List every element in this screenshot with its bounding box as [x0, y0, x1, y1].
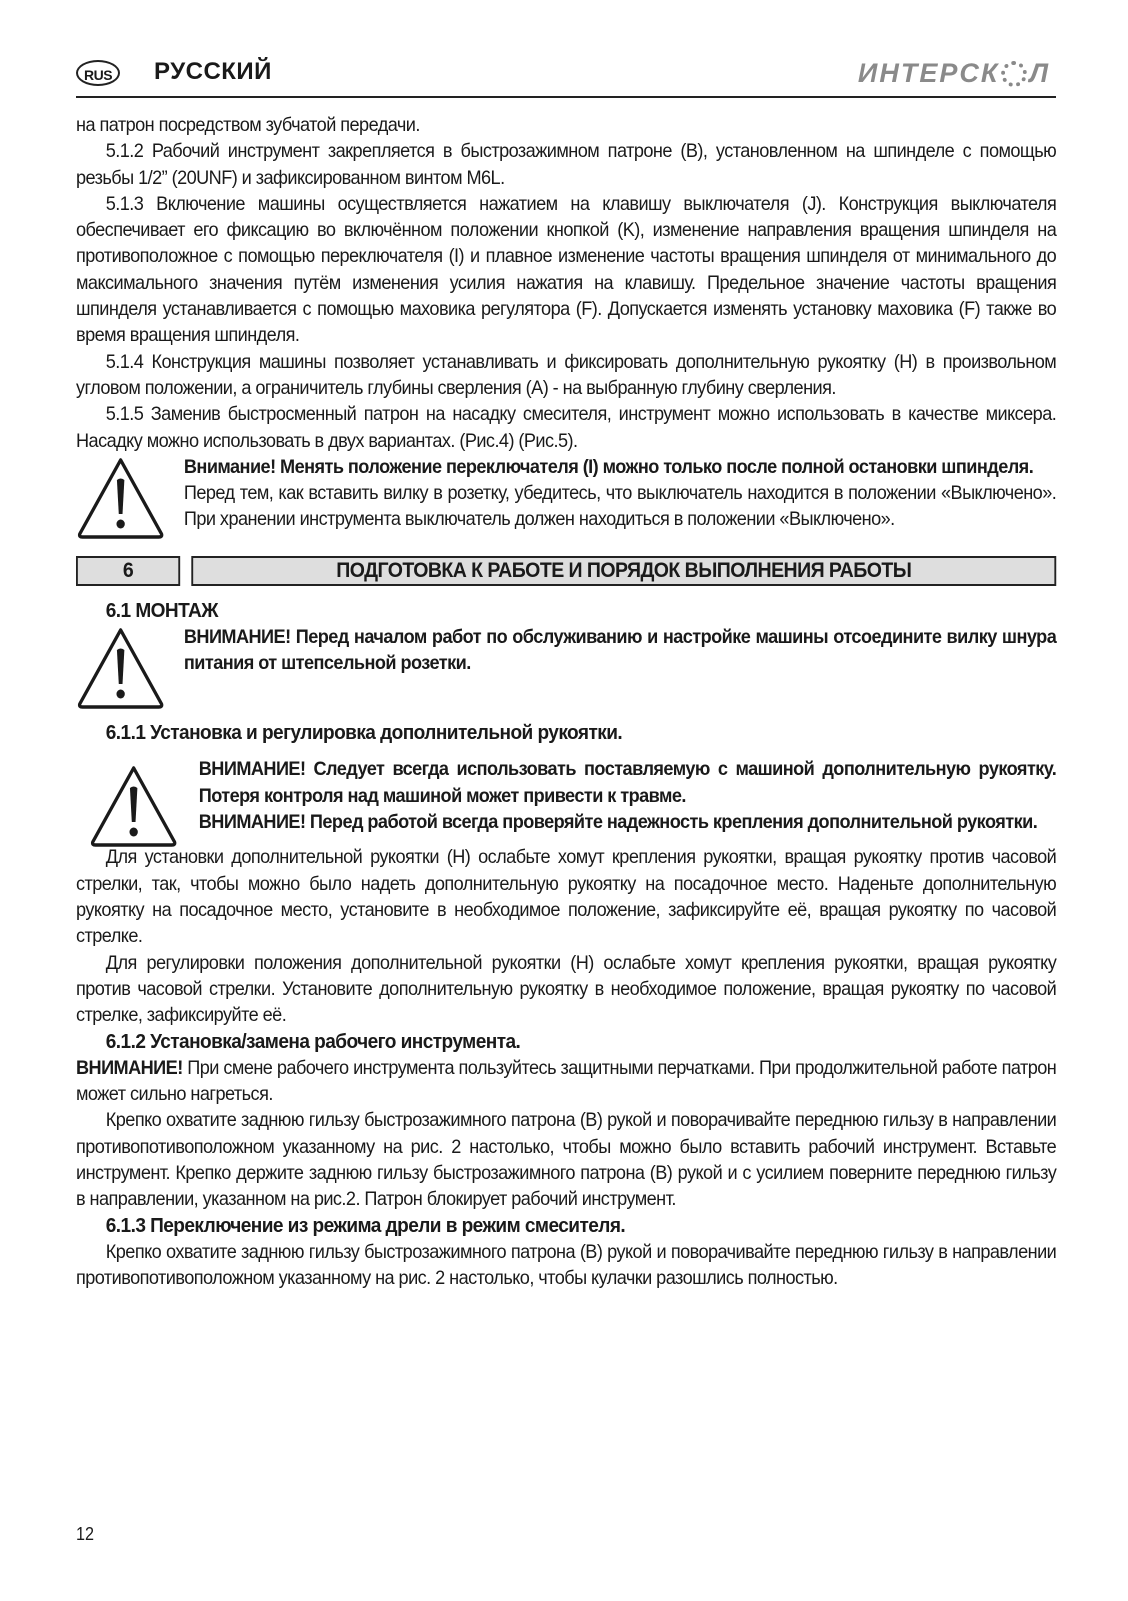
- subsection-6-1-3-title: 6.1.3 Переключение из режима дрели в режим смесителя.: [105, 1213, 626, 1237]
- page-header: [76, 52, 1056, 98]
- warning-unplug-text: ВНИМАНИЕ! Перед началом работ по обслуживанию и настройке машины отсоедините вилку шнура питания от штепсельной розетки.: [183, 626, 1057, 675]
- paragraph-tool-warning: [76, 1055, 1056, 1108]
- logo-text-right: Л: [1029, 58, 1050, 88]
- language-badge: RUS: [76, 60, 120, 86]
- warning-block-unplug: [76, 624, 1056, 720]
- warning-triangle-icon: [89, 764, 178, 848]
- warning-label: ВНИМАНИЕ!: [76, 1056, 183, 1079]
- paragraph-continuation: на патрон посредством зубчатой передачи.: [76, 114, 420, 136]
- paragraph-5-1-4: 5.1.4 Конструкция машины позволяет устанавливать и фиксировать дополнительную рукоятку (H) в произвольном угловом положении, а ограничитель глубины сверления (A) - на выбранную глубину сверления.: [76, 350, 1057, 399]
- paragraph-tool-install: Крепко охватите заднюю гильзу быстрозажимного патрона (B) рукой и поворачивайте переднюю гильзу в направлении противопотивоположном указанному на рис. 2 настолько, чтобы можно было вставить рабочий инструмент. Вставьте инструмент. Крепко держите заднюю гильзу быстрозажимного патрона (B) рукой и с усилием поверните переднюю гильзу в направлении, указанном на рис.2. Патрон блокирует рабочий инструмент.: [76, 1109, 1057, 1211]
- paragraph-handle-adjust: Для регулировки положения дополнительной рукоятки (H) ослабьте хомут крепления рукоятки, вращая рукоятку против часовой стрелки. Установите дополнительную рукоятку в необходимое положение, вращая рукоятку по часовой стрелке, зафиксируйте её.: [76, 951, 1057, 1027]
- warning-block-handle: [76, 756, 1056, 844]
- paragraph-5-1-3: 5.1.3 Включение машины осуществляется нажатием на клавишу выключателя (J). Конструкция выключателя обеспечивает его фиксацию во включённом положении кнопкой (K), изменение направления вращения шпинделя на противоположное с помощью переключателя (I) и плавное изменение частоты вращения шпинделя от минимального до максимального значения путём изменения усилия нажатия на клавишу. Предельное значение частоты вращения шпинделя устанавливается с помощью маховика регулятора (F). Допускается изменять установку маховика (F) также во время вращения шпинделя.: [76, 192, 1057, 347]
- language-title: РУССКИЙ: [154, 58, 272, 85]
- subsection-6-1-2-title: 6.1.2 Установка/замена рабочего инструмента.: [105, 1029, 521, 1053]
- section-header: [76, 556, 1056, 586]
- warning-handle-check: ВНИМАНИЕ! Перед работой всегда проверяйте надежность крепления дополнительной рукоятки.: [198, 811, 1038, 834]
- subsection-6-1-title: 6.1 МОНТАЖ: [105, 598, 218, 622]
- subsection-6-1-1-title: 6.1.1 Установка и регулировка дополнительной рукоятки.: [105, 721, 623, 745]
- brand-logo: [858, 58, 1050, 89]
- logo-text-left: ИНТЕРСК: [857, 58, 1000, 88]
- paragraph-handle-install: Для установки дополнительной рукоятки (H) ослабьте хомут крепления рукоятки, вращая рукоятку против часовой стрелки, так, чтобы можно было надеть дополнительную рукоятку на посадочное место. Наденьте дополнительную рукоятку на посадочное место, установите в необходимое положение, зафиксируйте её, вращая рукоятку по часовой стрелке.: [76, 846, 1057, 948]
- warning-triangle-icon: [76, 626, 165, 710]
- saw-blade-icon: [1001, 61, 1027, 87]
- warning-gloves-text: При смене рабочего инструмента пользуйтесь защитными перчатками. При продолжительной работе патрон может сильно нагреться.: [76, 1056, 1057, 1106]
- warning-switch-bold: Внимание! Менять положение переключателя (I) можно только после полной остановки шпинделя.: [183, 455, 1034, 478]
- page-number: 12: [76, 1524, 95, 1544]
- warning-handle-use: ВНИМАНИЕ! Следует всегда использовать поставляемую с машиной дополнительную рукоятку. Потеря контроля над машиной может привести к травме.: [198, 758, 1057, 807]
- warning-switch-text: Перед тем, как вставить вилку в розетку, убедитесь, что выключатель находится в положении «Выключено». При хранении инструмента выключатель должен находиться в положении «Выключено».: [183, 482, 1057, 531]
- paragraph-5-1-5: 5.1.5 Заменив быстросменный патрон на насадку смесителя, инструмент можно использовать в качестве миксера. Насадку можно использовать в двух вариантах. (Рис.4) (Рис.5).: [76, 403, 1057, 452]
- warning-triangle-icon: [76, 456, 165, 540]
- section-title: ПОДГОТОВКА К РАБОТЕ И ПОРЯДОК ВЫПОЛНЕНИЯ РАБОТЫ: [191, 556, 1056, 586]
- paragraph-mixer-mode: Крепко охватите заднюю гильзу быстрозажимного патрона (B) рукой и поворачивайте переднюю гильзу в направлении противопотивоположном указанному на рис. 2 настолько, чтобы кулачки разошлись полностью.: [76, 1240, 1057, 1290]
- paragraph-5-1-2: 5.1.2 Рабочий инструмент закрепляется в быстрозажимном патроне (B), установленном на шпинделе с помощью резьбы 1/2” (20UNF) и зафиксированном винтом M6L.: [76, 140, 1057, 189]
- section-number: 6: [76, 556, 180, 586]
- warning-block-switch: [76, 454, 1056, 542]
- document-body: [76, 112, 1056, 1292]
